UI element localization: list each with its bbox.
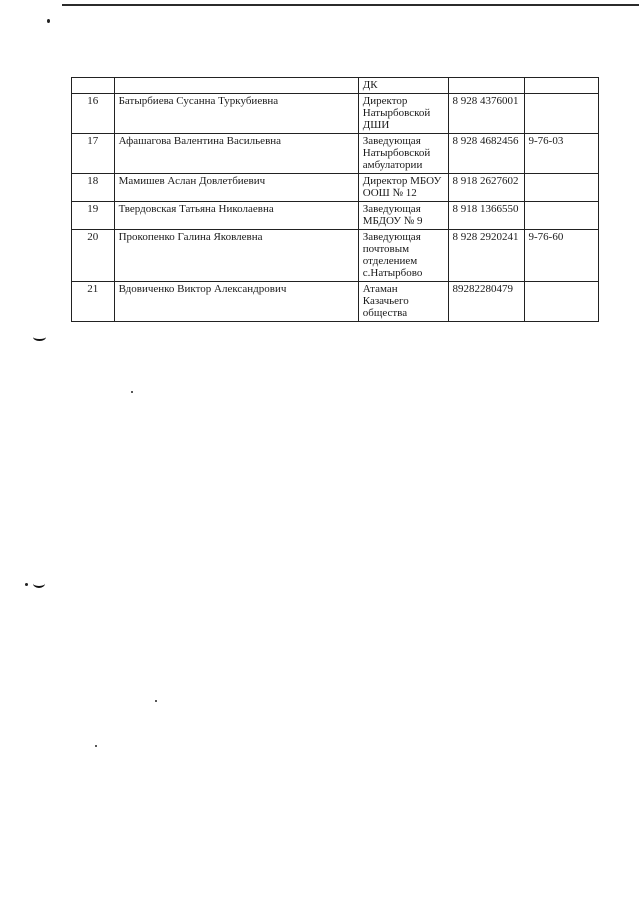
person-name: Твердовская Татьяна Николаевна [114, 202, 358, 230]
position-line: Директор МБОУ [362, 175, 442, 187]
position-cell [358, 282, 448, 322]
position-line: общества [362, 307, 408, 319]
row-number: 21 [72, 282, 115, 322]
person-name: Батырбиева Сусанна Туркубиевна [114, 94, 358, 134]
scan-top-border [62, 4, 639, 6]
mobile-phone: 8 928 4376001 [448, 94, 524, 134]
position-line: Атаман [362, 283, 398, 295]
position-cell [358, 202, 448, 230]
position-line: с.Натырбово [362, 267, 423, 279]
scan-mark [33, 579, 45, 588]
row-number: 16 [72, 94, 115, 134]
mobile-phone: 8 928 2920241 [448, 230, 524, 282]
person-name: Афашагова Валентина Васильевна [114, 134, 358, 174]
table-row [72, 282, 599, 322]
row-number: 18 [72, 174, 115, 202]
scan-speck [25, 583, 28, 586]
scan-speck [155, 700, 157, 702]
landline-phone [524, 174, 599, 202]
mobile-phone: 8 918 1366550 [448, 202, 524, 230]
position-line: Казачьего [362, 295, 409, 307]
position-line: отделением [362, 255, 418, 267]
table-row [72, 174, 599, 202]
position-line: Натырбовской [362, 147, 431, 159]
mobile-phone: 8 918 2627602 [448, 174, 524, 202]
position-cell: ДК [358, 78, 448, 94]
position-line: Натырбовской [362, 107, 431, 119]
row-number: 20 [72, 230, 115, 282]
landline-phone [524, 78, 599, 94]
position-line: МБДОУ № 9 [362, 215, 423, 227]
position-cell [358, 94, 448, 134]
table-row [72, 78, 599, 94]
landline-phone [524, 282, 599, 322]
landline-phone: 9-76-03 [524, 134, 599, 174]
table-body [72, 94, 599, 322]
table-row [72, 134, 599, 174]
table-row [72, 230, 599, 282]
person-name: Прокопенко Галина Яковлевна [114, 230, 358, 282]
mobile-phone: 8 928 4682456 [448, 134, 524, 174]
row-number [72, 78, 115, 94]
landline-phone [524, 202, 599, 230]
landline-phone: 9-76-60 [524, 230, 599, 282]
table-row [72, 94, 599, 134]
position-line: Заведующая [362, 135, 421, 147]
position-line: ООШ № 12 [362, 187, 417, 199]
scan-mark [33, 333, 46, 341]
scan-speck [131, 391, 133, 393]
position-line: Директор [362, 95, 408, 107]
person-name: Мамишев Аслан Довлетбиевич [114, 174, 358, 202]
position-line: ДШИ [362, 119, 390, 131]
position-line: амбулатории [362, 159, 423, 171]
position-cell [358, 174, 448, 202]
landline-phone [524, 94, 599, 134]
row-number: 17 [72, 134, 115, 174]
scan-speck [47, 19, 50, 23]
table-row [72, 202, 599, 230]
mobile-phone: 89282280479 [448, 282, 524, 322]
person-name [114, 78, 358, 94]
person-name: Вдовиченко Виктор Александрович [114, 282, 358, 322]
position-line: Заведующая [362, 203, 421, 215]
contacts-table [71, 77, 599, 322]
position-cell [358, 230, 448, 282]
position-line: почтовым [362, 243, 410, 255]
position-cell [358, 134, 448, 174]
row-number: 19 [72, 202, 115, 230]
position-line: Заведующая [362, 231, 421, 243]
mobile-phone [448, 78, 524, 94]
scan-speck [95, 745, 97, 747]
